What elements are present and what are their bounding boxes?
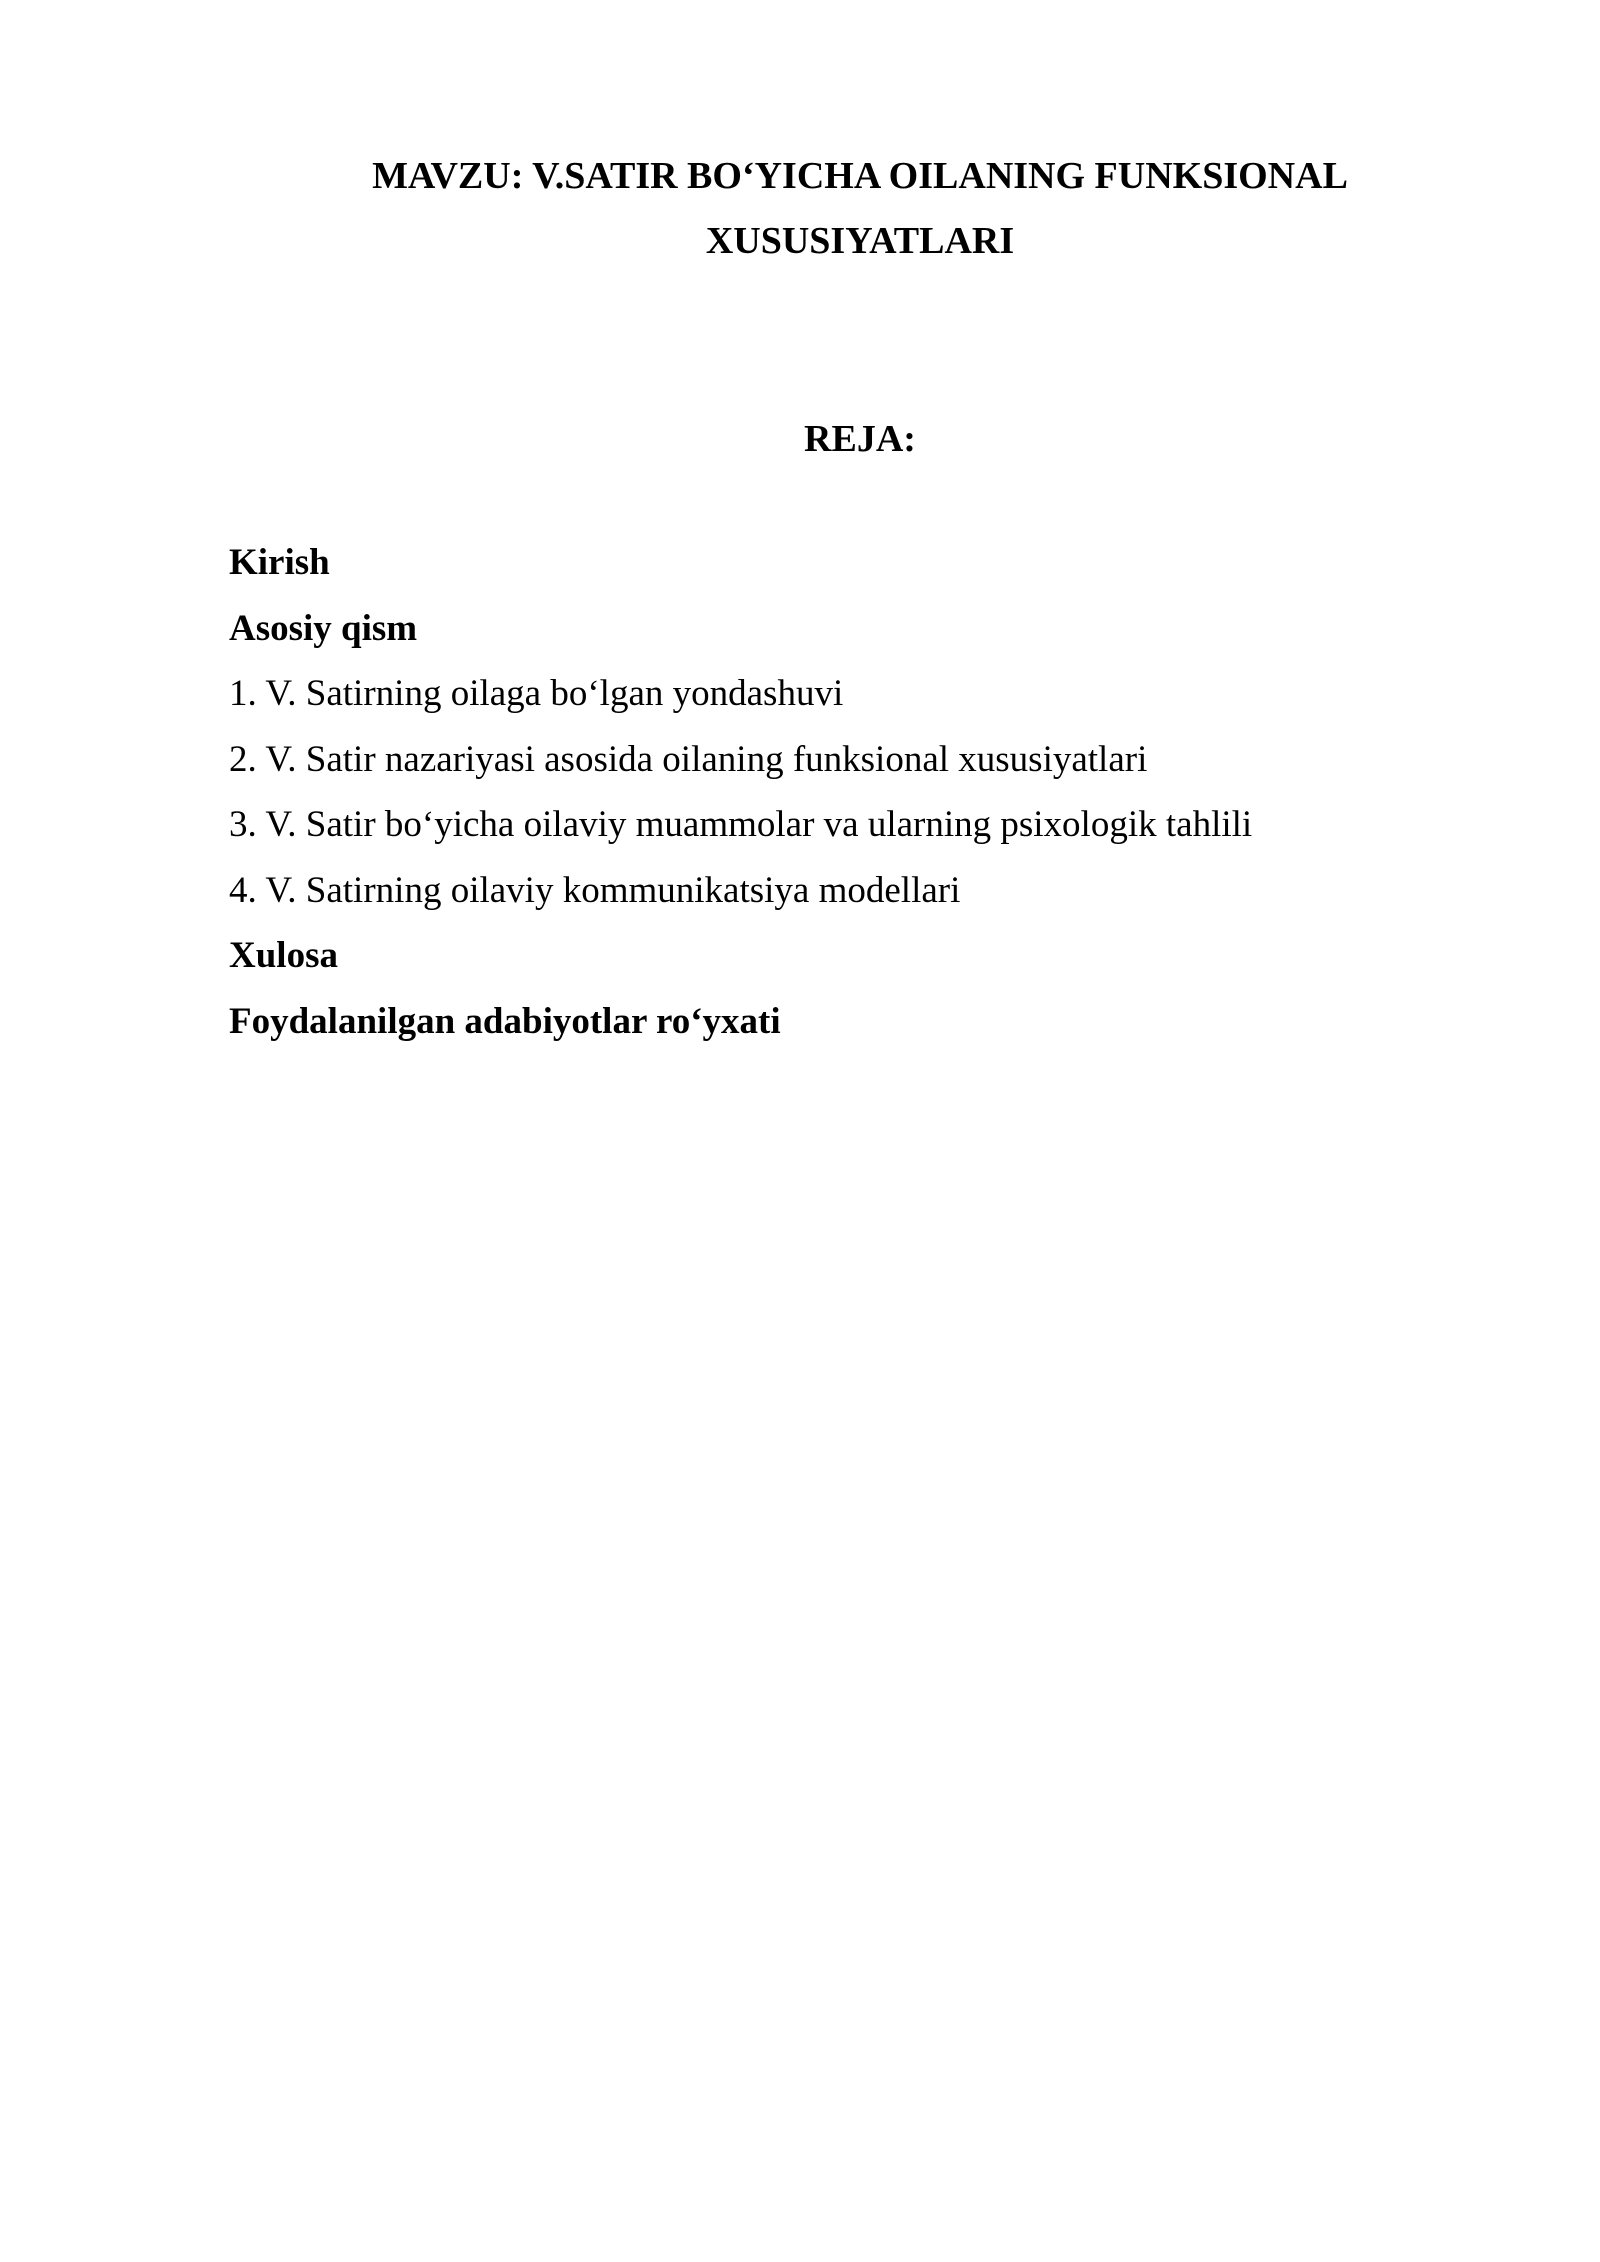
plan-item-references: Foydalanilgan adabiyotlar ro‘yxati: [229, 1000, 781, 1042]
plan-list: [229, 540, 1252, 1064]
document-title-line-1: MAVZU: V.SATIR BO‘YICHA OILANING FUNKSIONAL: [372, 155, 1348, 197]
plan-item-1: 1. V. Satirning oilaga bo‘lgan yondashuvi: [229, 673, 844, 714]
plan-item-xulosa: Xulosa: [229, 935, 338, 976]
plan-item-3: 3. V. Satir bo‘yicha oilaviy muammolar va ularning psixologik tahlili: [229, 804, 1253, 845]
plan-item-kirish: Kirish: [229, 542, 330, 583]
document-title-line-2: XUSUSIYATLARI: [705, 220, 1015, 262]
plan-heading: REJA:: [804, 418, 916, 460]
plan-item-4: 4. V. Satirning oilaviy kommunikatsiya modellari: [229, 869, 961, 911]
plan-item-asosiy-qism: Asosiy qism: [229, 607, 418, 649]
plan-item-2: 2. V. Satir nazariyasi asosida oilaning funksional xususiyatlari: [229, 738, 1148, 780]
